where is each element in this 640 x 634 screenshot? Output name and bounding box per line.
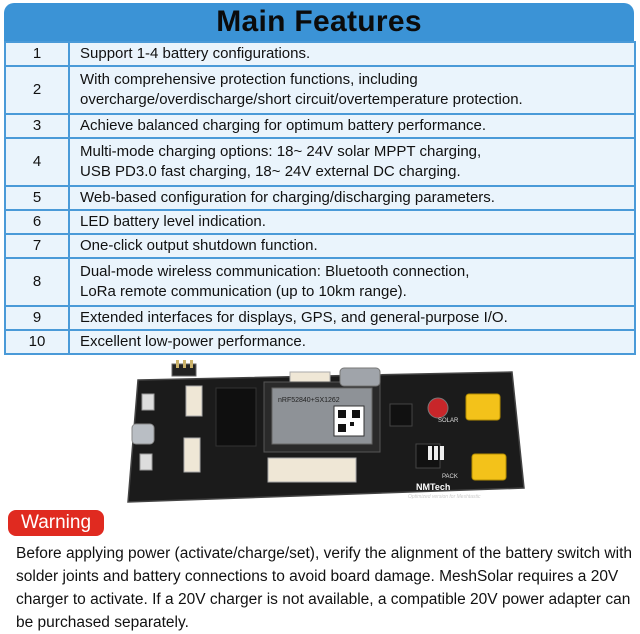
chip bbox=[390, 404, 412, 426]
row-text: One-click output shutdown function. bbox=[69, 234, 635, 258]
jst-connector bbox=[186, 386, 202, 416]
pack-connector bbox=[472, 454, 506, 480]
row-number: 8 bbox=[5, 258, 69, 306]
table-row bbox=[5, 186, 635, 210]
warning-label: Warning bbox=[20, 512, 92, 533]
row-text: Excellent low-power performance. bbox=[69, 330, 635, 354]
row-text: Dual-mode wireless communication: Bluetooth connection, LoRa remote communication (up to 10km range). bbox=[69, 258, 635, 306]
button bbox=[140, 454, 152, 470]
table-row bbox=[5, 306, 635, 330]
battery-clip bbox=[340, 368, 380, 386]
pcb-board-image bbox=[120, 358, 530, 506]
table-row bbox=[5, 210, 635, 234]
table-row bbox=[5, 138, 635, 186]
row-number: 5 bbox=[5, 186, 69, 210]
row-text: Support 1-4 battery configurations. bbox=[69, 42, 635, 66]
table-row bbox=[5, 234, 635, 258]
button bbox=[142, 394, 154, 410]
table-row bbox=[5, 66, 635, 114]
table-row bbox=[5, 258, 635, 306]
usb-c-port bbox=[132, 424, 154, 444]
row-number: 7 bbox=[5, 234, 69, 258]
table-row bbox=[5, 330, 635, 354]
pcb-board-graphic bbox=[120, 358, 530, 506]
table-row bbox=[5, 42, 635, 66]
row-number: 1 bbox=[5, 42, 69, 66]
main-features-header bbox=[4, 3, 634, 41]
solar-connector bbox=[466, 394, 500, 420]
row-number: 6 bbox=[5, 210, 69, 234]
row-text: Web-based configuration for charging/discharging parameters. bbox=[69, 186, 635, 210]
warning-badge bbox=[8, 510, 104, 536]
jst-connector-bottom bbox=[268, 458, 356, 482]
row-text: Achieve balanced charging for optimum battery performance. bbox=[69, 114, 635, 138]
row-number: 4 bbox=[5, 138, 69, 186]
row-text: Multi-mode charging options: 18~ 24V solar MPPT charging, USB PD3.0 fast charging, 18~ 24V external DC charging. bbox=[69, 138, 635, 186]
features-table bbox=[4, 41, 636, 355]
page-title: Main Features bbox=[216, 5, 422, 38]
tagline-label: Optimized version for Meshtastic bbox=[408, 494, 481, 500]
row-number: 10 bbox=[5, 330, 69, 354]
brand-label: NMTech bbox=[416, 482, 451, 492]
row-number: 3 bbox=[5, 114, 69, 138]
jst-connector bbox=[184, 438, 200, 472]
row-text: With comprehensive protection functions, including overcharge/overdischarge/short circuit/overtemperature protection. bbox=[69, 66, 635, 114]
pack-label: PACK bbox=[442, 474, 458, 480]
warning-text: Before applying power (activate/charge/set), verify the alignment of the battery switch with solder joints and battery connections to avoid board damage. MeshSolar requires a 20V charger to activate. If a 20V charger is not available, a compatible 20V power adapter can be purchased separately. bbox=[16, 545, 632, 631]
table-row bbox=[5, 114, 635, 138]
row-number: 2 bbox=[5, 66, 69, 114]
row-number: 9 bbox=[5, 306, 69, 330]
socket bbox=[216, 388, 256, 446]
row-text: Extended interfaces for displays, GPS, and general-purpose I/O. bbox=[69, 306, 635, 330]
solar-label: SOLAR bbox=[438, 418, 459, 424]
capacitor bbox=[428, 398, 448, 418]
row-text: LED battery level indication. bbox=[69, 210, 635, 234]
module-label: nRF52840+SX1262 bbox=[278, 397, 340, 404]
